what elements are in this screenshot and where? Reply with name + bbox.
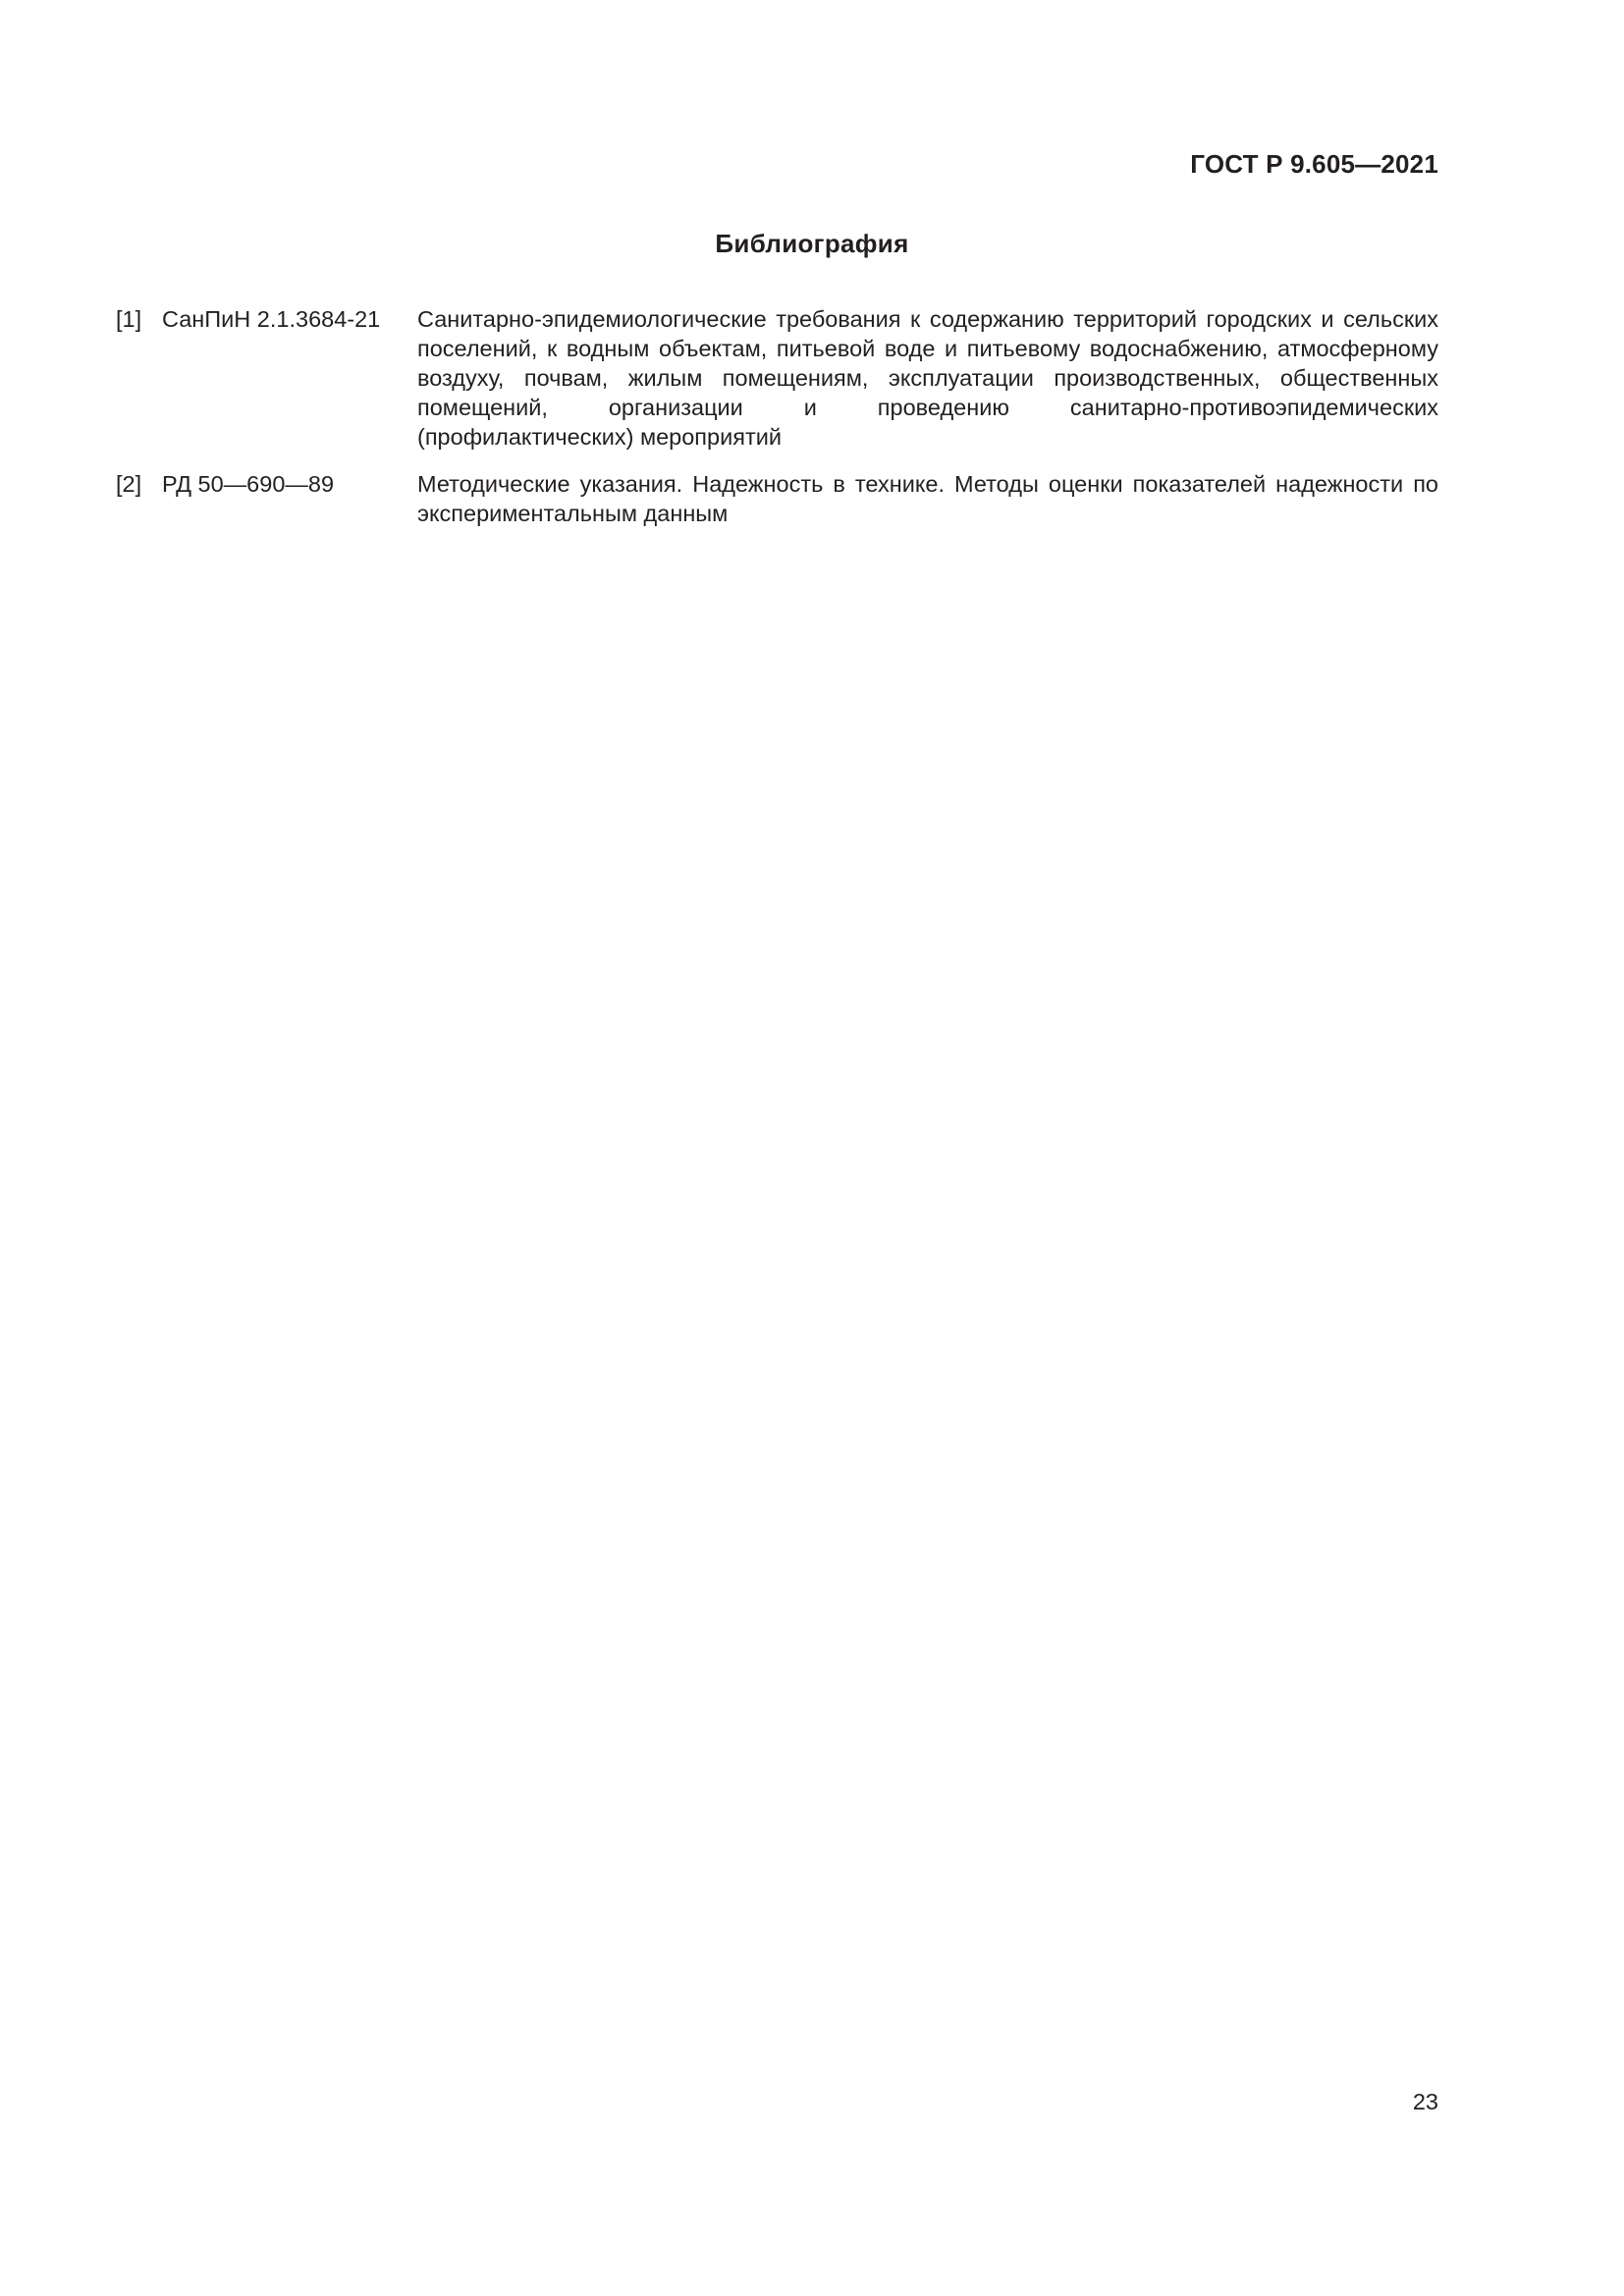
entry-number: [1] [116, 306, 142, 332]
bibliography-entry [116, 469, 1438, 528]
entry-title: Санитарно-эпидемиологические требования к содержанию территорий городских и сельских поселений, к водным объектам, питьевой воде и питьевому водоснабжению, атмосферному воздуху, почвам, жилым помещениям, эксплуатации производственных, общественных помещений, организации и проведению санитарно-противоэпидемических (профилактических) мероприятий [417, 306, 1438, 450]
bibliography-list [116, 304, 1438, 546]
entry-title: Методические указания. Надежность в технике. Методы оценки показателей надежности по экспериментальным данным [417, 471, 1438, 526]
page-number: 23 [1412, 2089, 1438, 2114]
standard-code-header: ГОСТ Р 9.605—2021 [1190, 149, 1438, 179]
entry-number: [2] [116, 471, 142, 497]
bibliography-entry [116, 304, 1438, 452]
entry-code: СанПиН 2.1.3684-21 [162, 306, 381, 332]
bibliography-title: Библиография [715, 229, 909, 258]
entry-code: РД 50—690—89 [162, 471, 335, 497]
